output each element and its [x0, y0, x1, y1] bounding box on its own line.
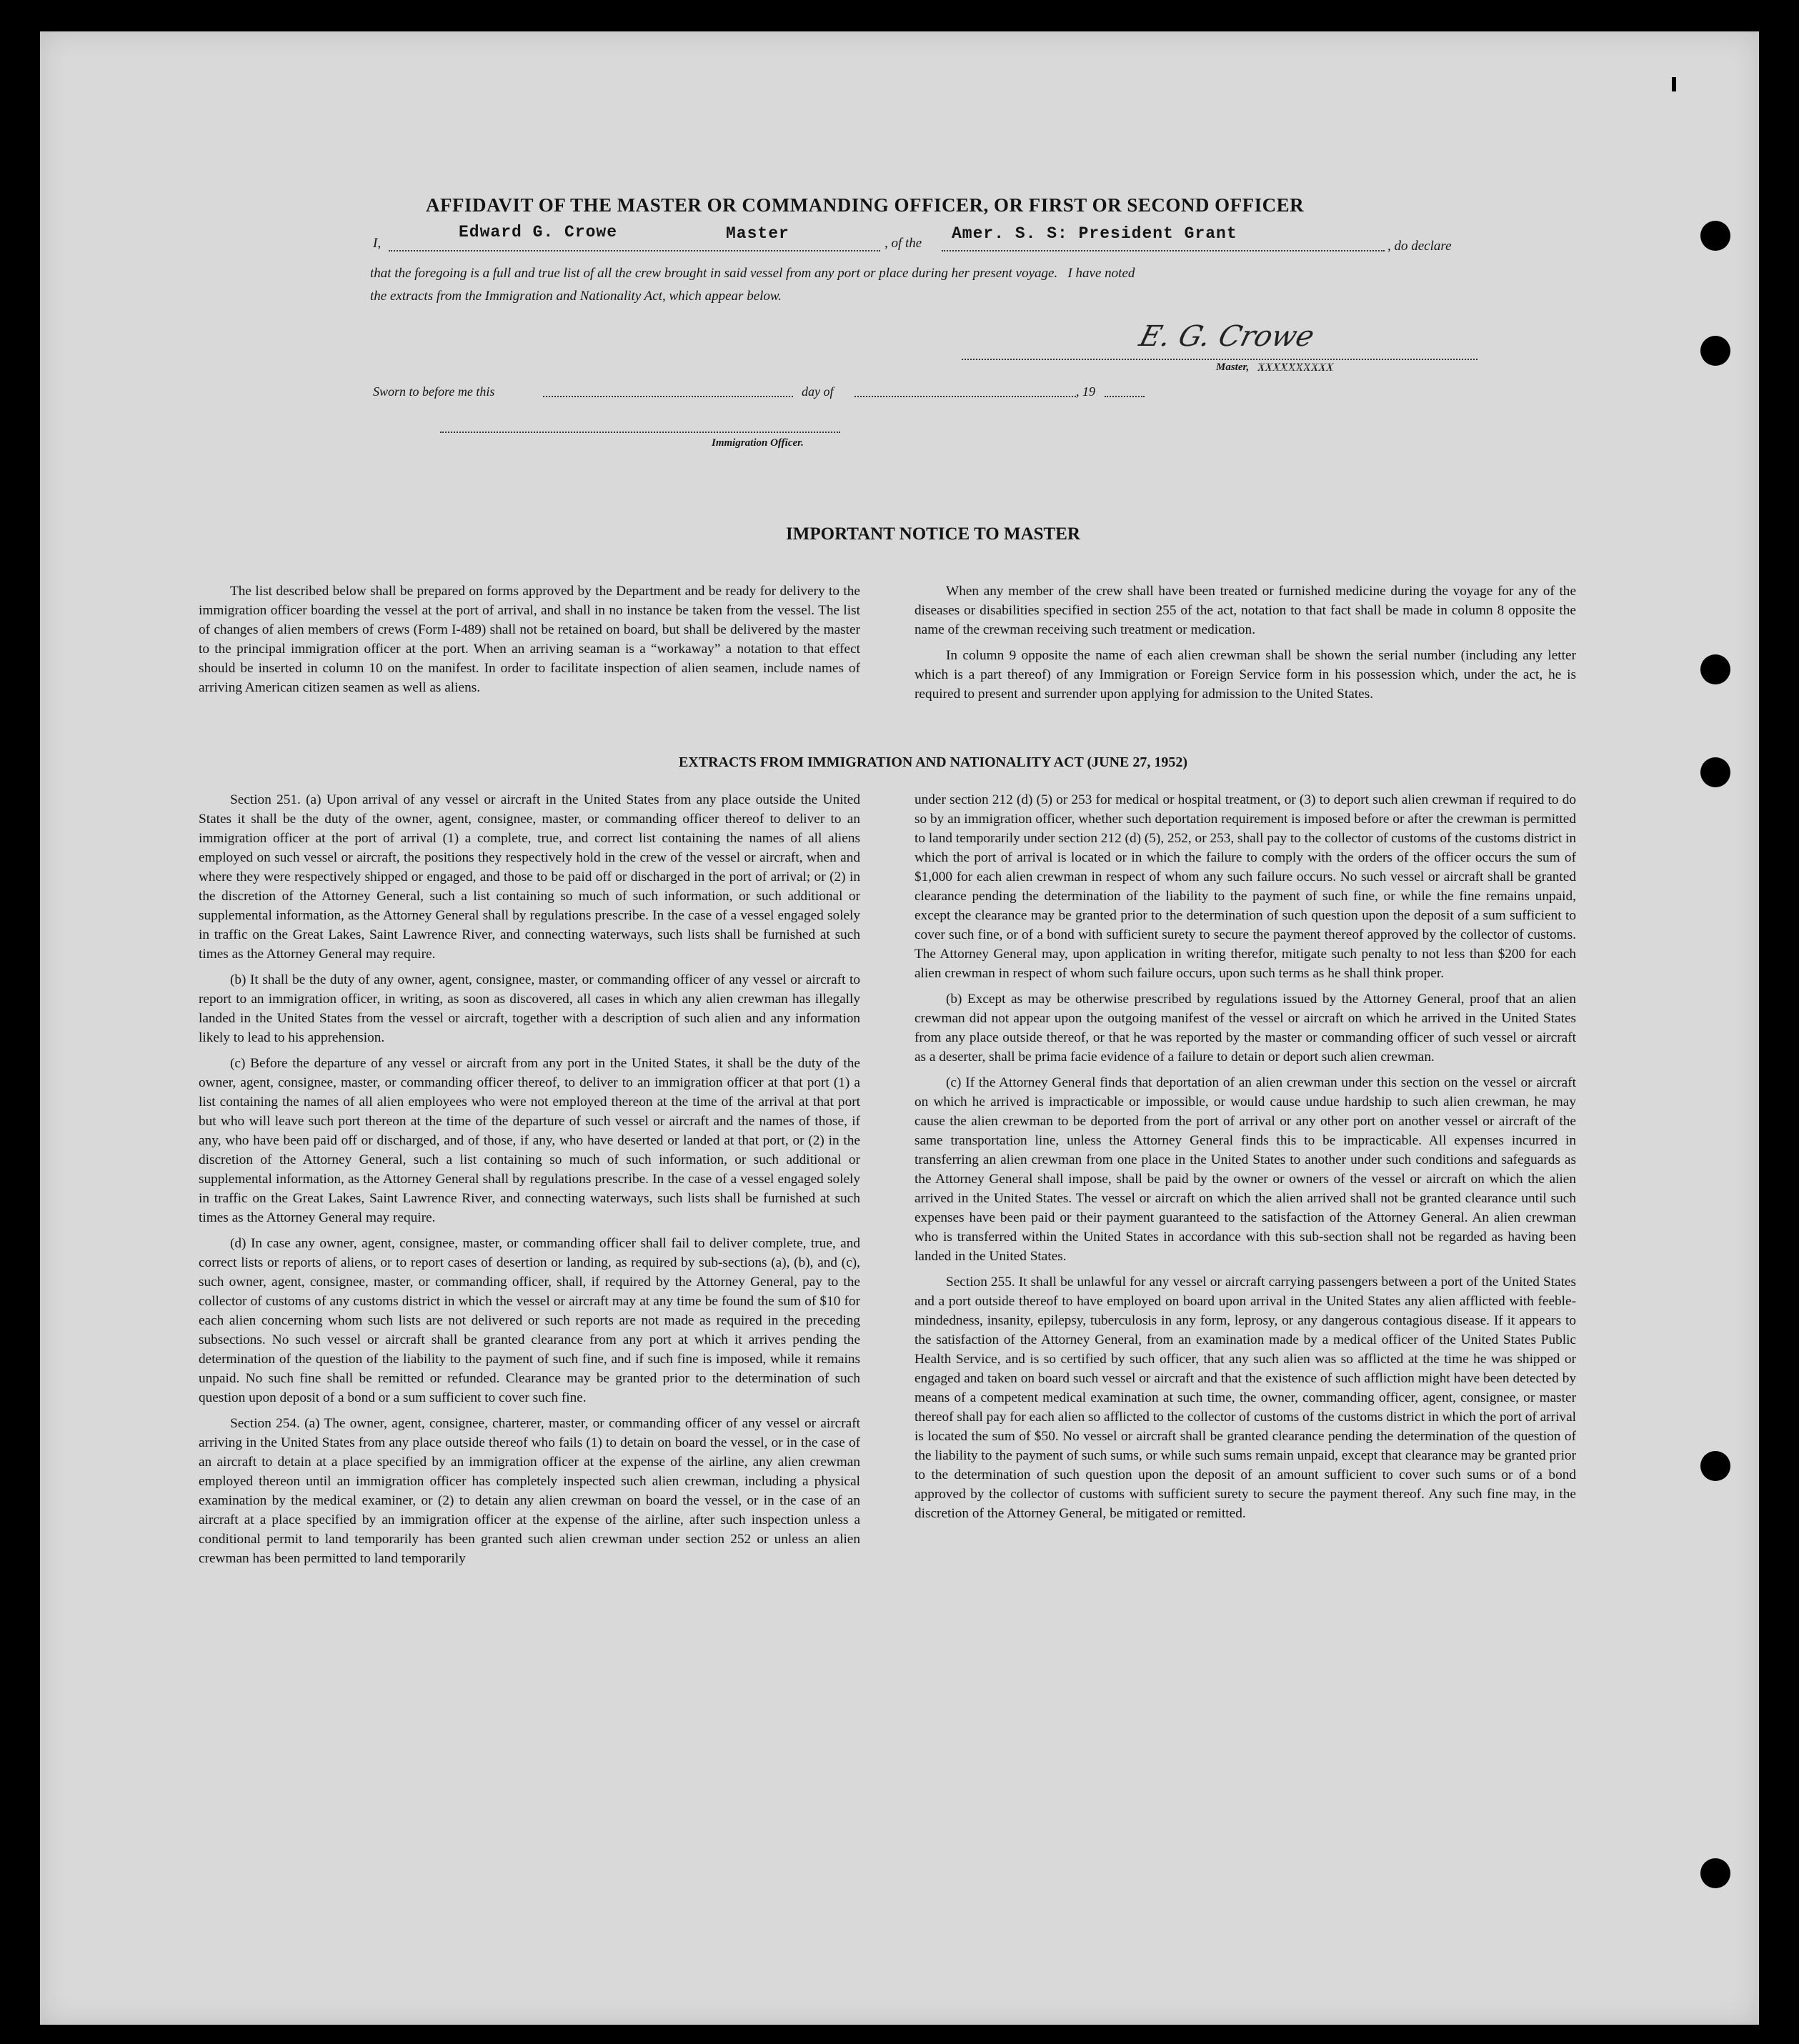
extract-paragraph: (b) Except as may be otherwise prescribed by regulations issued by the Attorney General, proof that an alien crewman did not appear upon the outgoing manifest of the vessel or aircraft on which he arrived in the United States from any place outside thereof, or that he was reported by the master or commanding officer of such vessel or aircraft as a deserter, shall be prima facie evidence of a failure to detain or deport such alien crewman. [915, 992, 1576, 1065]
punch-hole [1700, 1451, 1730, 1481]
extract-paragraph: (b) It shall be the duty of any owner, agent, consignee, master, or commanding officer of any vessel or aircraft to report to an immigration officer, in writing, as soon as discovered, all cases in which any alien crewman has illegally landed in the United States from the vessel or aircraft, together with a description of such alien and any information likely to lead to his apprehension. [199, 972, 860, 1045]
sworn-day-line [543, 396, 793, 397]
notice-paragraph: In column 9 opposite the name of each alien crewman shall be shown the serial number (including any letter which is a part thereof) of any Immigration or Foreign Service form in his possession which, under the act, he is required to present and surrender upon applying for admission to the United States. [915, 648, 1576, 702]
notice-right-column [915, 582, 1576, 710]
notice-title: IMPORTANT NOTICE TO MASTER [786, 524, 1080, 544]
extracts-left-column [199, 790, 860, 1575]
punch-hole [1700, 221, 1730, 251]
sworn-label: Sworn to before me this [373, 384, 495, 399]
affidavit-prefix: I, [373, 236, 382, 251]
edge-mark [1672, 77, 1676, 91]
master-rank: Master [726, 224, 789, 243]
extract-paragraph: Section 254. (a) The owner, agent, consignee, charterer, master, or commanding officer of any vessel or aircraft arriving in the United States from any place outside thereof who fails (1) to detain on board the vessel, or in the case of an aircraft to detain at a place specified by an immigration officer at the expense of the airline, any alien crewman employed thereon until an immigration officer has completely inspected such alien crewman, including a physical examination by the medical examiner, or (2) to detain any alien crewman on board the vessel, or in the case of an aircraft at a place specified by an immigration officer at the expense of the airline, after such inspection unless a conditional permit to land temporarily has been granted such alien crewman under section 252 or unless an alien crewman has been permitted to land temporarily [199, 1416, 860, 1566]
affidavit-line-3: the extracts from the Immigration and Nationality Act, which appear below. [370, 289, 782, 304]
of-the-label: , of the [884, 236, 922, 251]
name-field-line [389, 250, 880, 251]
extract-paragraph: Section 251. (a) Upon arrival of any vessel or aircraft in the United States from any place outside the United States it shall be the duty of the owner, agent, consignee, master, or commanding officer thereof to deliver to an immigration officer at the port of arrival (1) a complete, true, and correct list containing the names of all aliens employed on such vessel or aircraft, the positions they respectively hold in the crew of the vessel or aircraft, when and where they were respectively shipped or engaged, and those to be paid off or discharged in the port of arrival; or (2) in the discretion of the Attorney General, such a list containing so much of such information, or such additional or supplemental information, as the Attorney General shall by regulations prescribe. In the case of a vessel engaged solely in traffic on the Great Lakes, Saint Lawrence River, and connecting waterways, such lists shall be furnished at such times as the Attorney General may require. [199, 792, 860, 962]
master-name: Edward G. Crowe [459, 223, 618, 241]
extract-paragraph: (c) If the Attorney General finds that deportation of an alien crewman under this section on the vessel or aircraft on which he arrived is impracticable or impossible, or would cause undue hardship to such alien crewman, he may cause the alien crewman to be deported from the port of arrival or any other port on another vessel or aircraft of the same transportation line, unless the Attorney General finds this to be impracticable. All expenses incurred in transferring an alien crewman from one place in the United States to another under such conditions and safeguards as the Attorney General shall impose, shall be paid by the owner or owners of the vessel or aircraft on which the alien arrived in the United States. The vessel or aircraft on which the alien arrived shall not be granted clearance until such expenses have been paid or their payment guaranteed to the satisfaction of the Attorney General. An alien crewman who is transferred within the United States in accordance with this sub-section shall not be regarded as having been landed in the United States. [915, 1075, 1576, 1264]
struck-title: XXXXXXXXXX [1257, 362, 1334, 374]
extracts-right-column [915, 790, 1576, 1530]
year-label: , 19 [1076, 384, 1095, 399]
notice-paragraph: The list described below shall be prepared on forms approved by the Department and be ready for delivery to the immigration officer boarding the vessel at the port of arrival, and shall in no instance be taken from the vessel. The list of changes of alien members of crews (Form I-489) shall not be retained on board, but shall be delivered by the master to the principal immigration officer at the port. When an arriving seaman is a “workaway” a notation to that effect should be inserted in column 10 on the manifest. In order to facilitate inspection of alien seamen, include names of arriving American citizen seamen as well as aliens. [199, 584, 860, 695]
extracts-title: EXTRACTS FROM IMMIGRATION AND NATIONALITY ACT (JUNE 27, 1952) [678, 754, 1188, 770]
sworn-year-line [1105, 396, 1145, 397]
affidavit-line-2: that the foregoing is a full and true list of all the crew brought in said vessel from any port or place during her present voyage. I have noted [370, 266, 1135, 281]
extract-paragraph: Section 255. It shall be unlawful for any vessel or aircraft carrying passengers between a port of the United States and a port outside thereof to have employed on board upon arrival in the United States any alien afflicted with feeble-mindedness, insanity, epilepsy, tuberculosis in any form, leprosy, or any dangerous contagious disease. If it appears to the satisfaction of the Attorney General, from an examination made by a medical officer of the United States Public Health Service, and is so certified by such officer, that any such alien was so afflicted at the time he was shipped or engaged and taken on board such vessel or aircraft and that the existence of such affliction might have been detected by means of a competent medical examination at such time, the owner, commanding officer, agent, consignee, or master thereof shall pay for each alien so afflicted to the collector of customs of the customs district in which the port of arrival is located the sum of $50. No vessel or aircraft shall be granted clearance pending the determination of the question of the liability to the payment of such sums, or while such sums remain unpaid, except that clearance may be granted prior to the determination of such question upon the deposit of an amount sufficient to cover such sums or of a bond approved by the collector of customs with sufficient surety to secure the payment thereof. Any such fine may, in the discretion of the Attorney General, be mitigated or remitted. [915, 1275, 1576, 1521]
notice-left-column [199, 582, 860, 704]
notice-paragraph: When any member of the crew shall have been treated or furnished medicine during the voyage for any of the diseases or disabilities specified in section 255 of the act, notation to that fact shall be made in column 8 opposite the name of the crewman receiving such treatment or medication. [915, 584, 1576, 637]
immigration-officer-label: Immigration Officer. [712, 437, 804, 449]
punch-hole [1700, 1858, 1730, 1888]
officer-signature-line [440, 432, 840, 433]
vessel-name: Amer. S. S: President Grant [952, 224, 1237, 243]
punch-hole [1700, 336, 1730, 366]
punch-hole [1700, 654, 1730, 684]
master-label: Master, [1216, 362, 1250, 373]
sworn-month-line [854, 396, 1076, 397]
document-page [40, 31, 1759, 2025]
day-of-label: day of [802, 384, 834, 399]
extract-paragraph: (d) In case any owner, agent, consignee, master, or commanding officer shall fail to deliver complete, true, and correct lists or reports of aliens, or to report cases of desertion or landing, as required by sub-sections (a), (b), and (c), such owner, agent, consignee, master, or commanding officer, shall, if required by the Attorney General, pay to the collector of customs of any customs district in which the vessel or aircraft may at any time be found the sum of $10 for each alien concerning whom such lists are not delivered or such reports are not made as required in the preceding subsections. No such vessel or aircraft shall be granted clearance from any port at which it arrives pending the determination of the question of the liability to the payment of such fine, and if such fine is imposed, while it remains unpaid. No such fine shall be remitted or refunded. Clearance may be granted prior to the determination of such question upon deposit of a bond or a sum sufficient to cover such fine. [199, 1236, 860, 1405]
do-declare-label: , do declare [1387, 239, 1452, 254]
affidavit-title: AFFIDAVIT OF THE MASTER OR COMMANDING OFFICER, OR FIRST OR SECOND OFFICER [426, 194, 1305, 216]
vessel-field-line [942, 250, 1385, 251]
signature-line [962, 359, 1477, 360]
extract-paragraph: under section 212 (d) (5) or 253 for medical or hospital treatment, or (3) to deport such alien crewman if required to do so by an immigration officer, whether such deportation requirement is imposed before or after the crewman is permitted to land temporarily under section 212 (d) (5), 252, or 253, shall pay to the collector of customs of the customs district in which the port of arrival is located or in which the failure to comply with the orders of the officer occurs the sum of $1,000 for each alien crewman in respect of whom any such failure occurs. No such vessel or aircraft shall be granted clearance pending the determination of the liability to the payment of such fine, or while the fine remains unpaid, except the clearance may be granted prior to the determination of such question upon the deposit of a sum sufficient to cover such fine, or of a bond with sufficient surety to secure the payment thereof approved by the collector of customs. The Attorney General may, upon application in writing therefor, mitigate such penalty to not less than $200 for each alien crewman in respect of whom such failure occurs, upon such terms as he shall think proper. [915, 792, 1576, 981]
punch-hole [1700, 757, 1730, 787]
extract-paragraph: (c) Before the departure of any vessel or aircraft from any port in the United States, it shall be the duty of the owner, agent, consignee, master, or commanding officer thereof, to deliver to an immigration officer at that port (1) a list containing the names of all alien employees who were not employed thereon at the time of the arrival at that port but who will leave such port thereon at the time of the departure of such vessel or aircraft and the names of those, if any, who have been paid off or discharged, and of those, if any, who have deserted or landed at that port, or (2) in the discretion of the Attorney General, such a list containing so much of such information, or such additional or supplemental information, as the Attorney General shall by regulations prescribe. In the case of a vessel engaged solely in traffic on the Great Lakes, Saint Lawrence River, and connecting waterways, such lists shall be furnished at such times as the Attorney General may require. [199, 1056, 860, 1225]
signature: E. G. Crowe [1135, 320, 1318, 353]
